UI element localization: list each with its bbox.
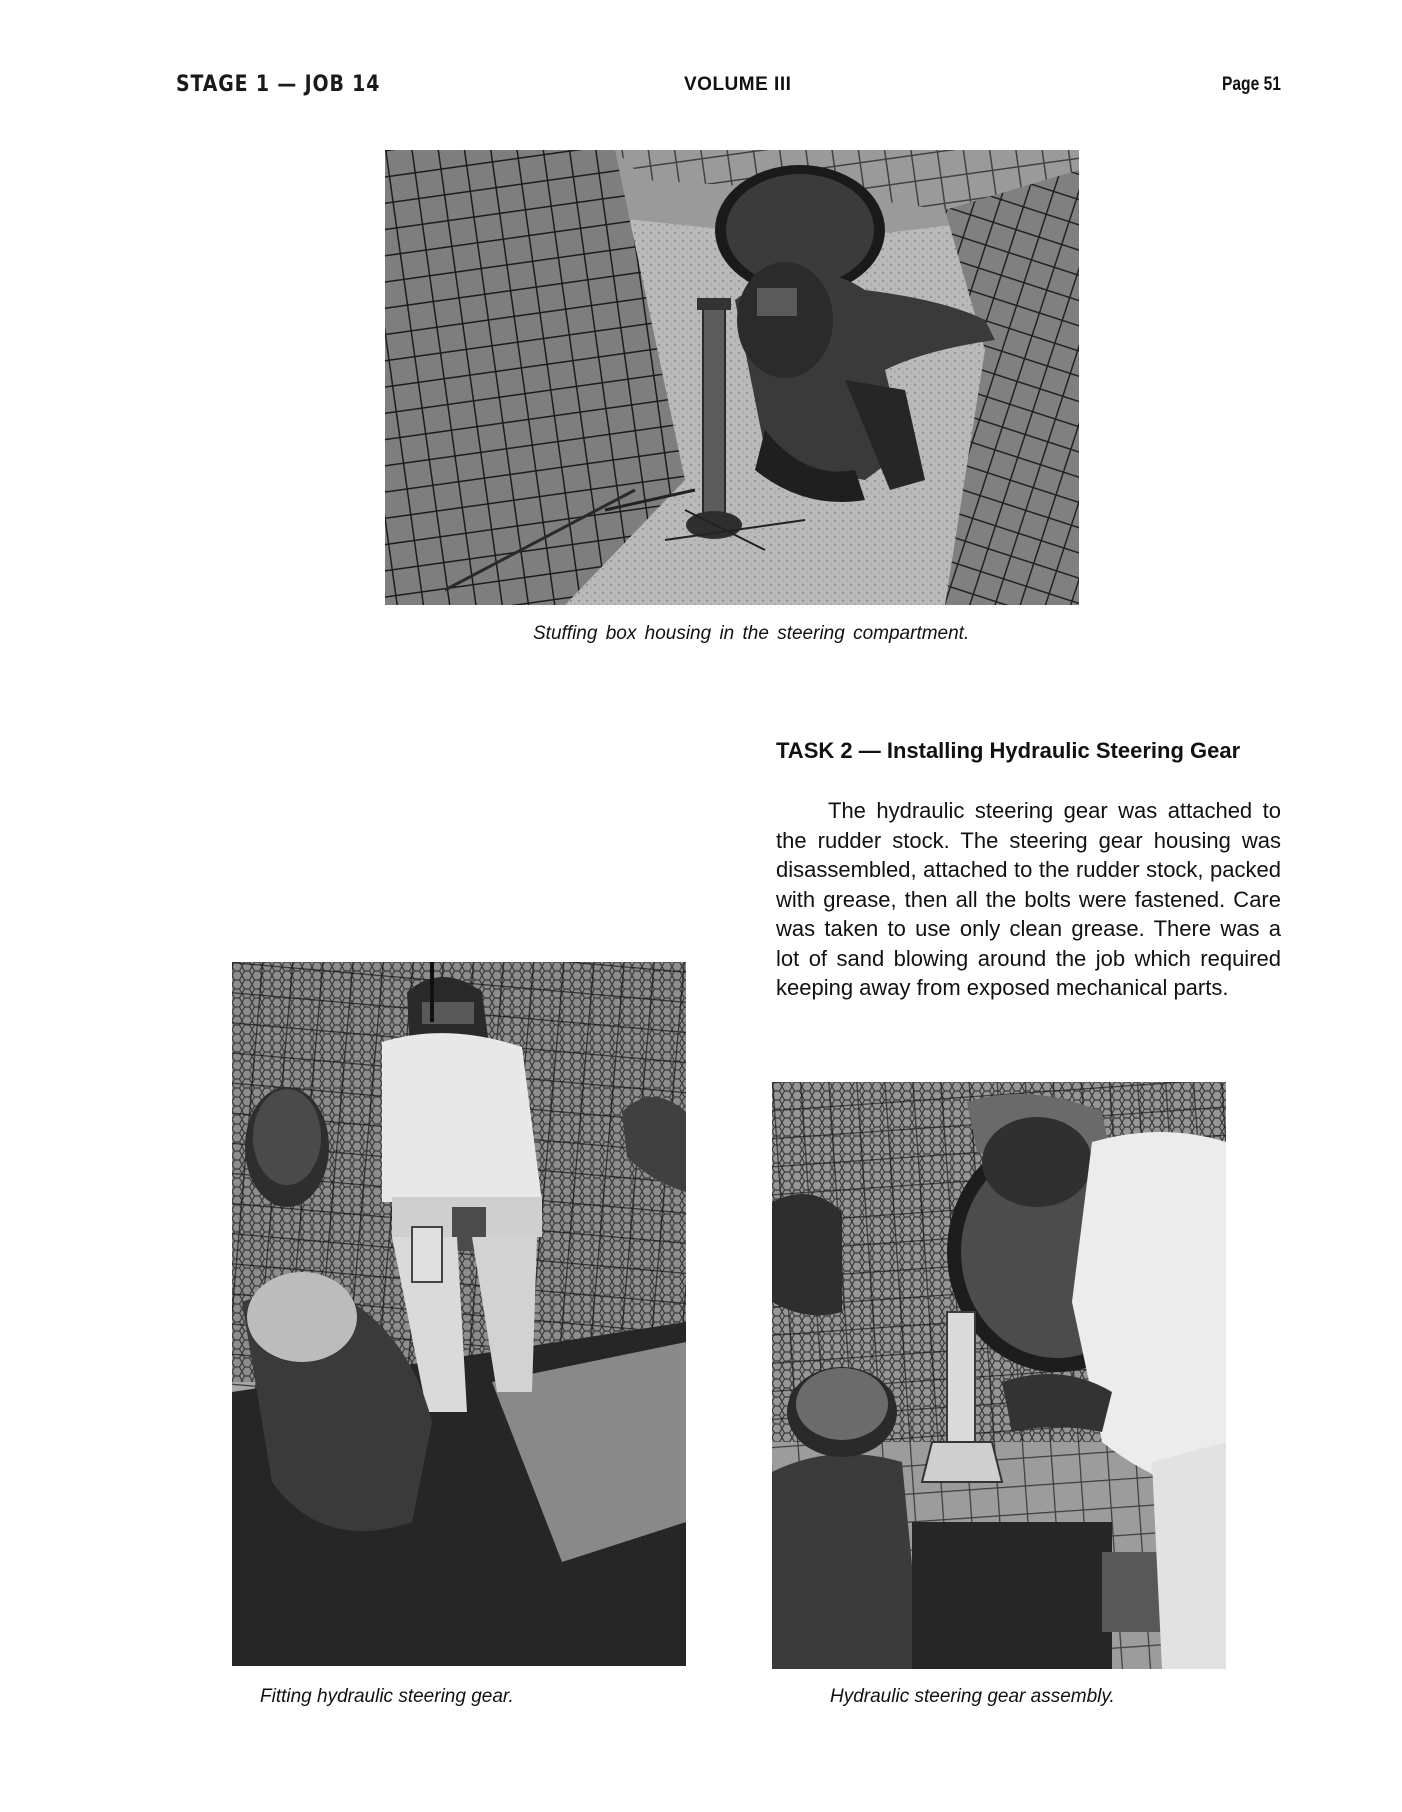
header-stage: STAGE 1 — JOB 14 (176, 72, 381, 97)
task-body-text: The hydraulic steering gear was attached to the rudder stock. The steering gear housing was disassembled, attached to the rudder stock, packed with grease, then all the bolts were fastened. Care was taken to use only clean grease. There was a lot of sand blowing around the job which required keeping away from exposed mechanical parts. (776, 798, 1281, 1000)
task-heading: TASK 2 — Installing Hydraulic Steering Gear (776, 738, 1241, 763)
photo-fitting-steering-gear (232, 962, 686, 1666)
photo-stuffing-box-housing (385, 150, 1079, 605)
caption-stuffing-box: Stuffing box housing in the steering compartment. (533, 623, 970, 644)
caption-fitting-gear: Fitting hydraulic steering gear. (260, 1686, 514, 1707)
header-page-number: Page 51 (1222, 74, 1281, 95)
assembly-photo-icon (772, 1082, 1226, 1669)
photo-steering-gear-assembly (772, 1082, 1226, 1669)
caption-gear-assembly: Hydraulic steering gear assembly. (830, 1686, 1115, 1707)
header-volume: VOLUME III (684, 74, 792, 95)
welder-photo-icon (385, 150, 1079, 605)
workers-photo-icon (232, 962, 686, 1666)
